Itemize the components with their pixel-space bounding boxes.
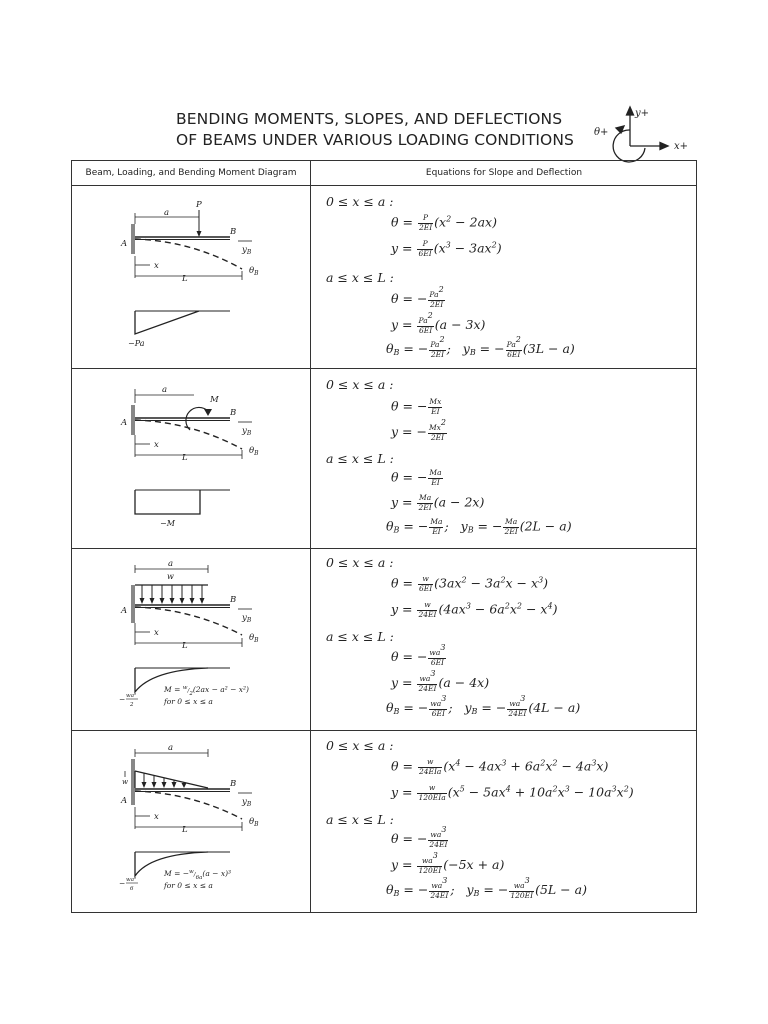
moment-max-numerator: wa² — [126, 877, 137, 883]
slope-equation: θ = $\frac{P}{2EI}$ $(x^2 - 2ax)$ — [391, 213, 497, 232]
page-title — [176, 109, 616, 151]
range-condition: 0 ≤ x ≤ a : — [326, 377, 394, 392]
table-header — [72, 161, 696, 186]
y-axis-label: y+ — [635, 108, 650, 119]
moment-diagram — [135, 490, 200, 514]
range-condition: 0 ≤ x ≤ a : — [326, 738, 394, 753]
load-label-w: w — [122, 778, 128, 786]
end-slope-deflection-equation: $\theta_B$ = − $\frac{wa^3}{6EI}$ ; $y_B$ = − $\frac{wa^3}{24EI}$ (4L − a) — [386, 694, 581, 718]
y-axis-arrowhead — [627, 107, 634, 115]
slope-label: $\theta_B$ — [249, 817, 259, 828]
end-slope-deflection-equation: $\theta_B$ = − $\frac{wa^3}{24EI}$ ; $y_B$ = − $\frac{wa^3}{120EI}$ (5L − a) — [386, 876, 587, 900]
triangular-load-arrowheads — [142, 782, 187, 788]
slope-equation: θ = − $\frac{wa^3}{6EI}$ — [391, 643, 446, 667]
table-row-point-load — [72, 186, 698, 368]
load-label-p: P — [196, 200, 202, 210]
deflection-label: $y_B$ — [242, 613, 252, 624]
beam-diagram-point-load — [72, 186, 310, 368]
distributed-load-arrows — [142, 585, 202, 600]
point-label-b: B — [230, 227, 237, 237]
beam-diagram-triangular-load — [72, 731, 310, 914]
moment-max-numerator: wa² — [126, 693, 137, 699]
range-condition: 0 ≤ x ≤ a : — [326, 194, 394, 209]
triangular-load-edge — [135, 771, 208, 788]
range-condition: 0 ≤ x ≤ a : — [326, 555, 394, 570]
wall-support — [131, 224, 135, 254]
dimension-label-a: a — [168, 743, 174, 753]
dimension-label-a: a — [164, 208, 170, 218]
deflection-label: $y_B$ — [242, 797, 252, 808]
slope-equation: θ = − $\frac{Mx}{EI}$ — [391, 397, 442, 416]
table-row-partial-uniform-load — [72, 549, 698, 730]
slope-label: $\theta_B$ — [249, 266, 259, 277]
moment-label: −Pa — [128, 339, 145, 348]
dimension-label-l: L — [182, 274, 188, 284]
end-slope-deflection-equation: $\theta_B$ = − $\frac{Pa^2}{2EI}$ ; $y_B$ = − $\frac{Pa^2}{6EI}$ (3L − a) — [386, 335, 575, 359]
slope-equation: θ = − $\frac{wa^3}{24EI}$ — [391, 825, 448, 849]
moment-range-label: for 0 ≤ x ≤ a — [164, 881, 213, 890]
point-label-b: B — [230, 779, 237, 789]
dimension-label-x: x — [154, 812, 159, 822]
equations-partial-uniform-load — [311, 549, 696, 730]
wall-support — [131, 405, 135, 435]
load-label-m: M — [210, 395, 219, 405]
beam-diagram-moment-load — [72, 369, 310, 548]
deflection-label: $y_B$ — [242, 245, 252, 256]
dimension-label-l: L — [182, 641, 188, 651]
moment-diagram — [135, 311, 199, 334]
deflection-equation: y = $\frac{Pa^2}{6EI}$ (a − 3x) — [391, 311, 486, 335]
moment-label: −M — [160, 519, 175, 528]
slope-equation: θ = − $\frac{Pa^2}{2EI}$ — [391, 285, 444, 309]
range-condition: a ≤ x ≤ L : — [326, 812, 394, 827]
dimension-label-x: x — [154, 261, 159, 271]
deflection-curve — [135, 420, 242, 449]
slope-equation: θ = − $\frac{Ma}{EI}$ — [391, 468, 442, 487]
moment-max-denominator: 6 — [130, 886, 134, 892]
deflection-equation: y = $\frac{w}{24EI}$ $(4ax^3 - 6a^2x^2 - x^4)$ — [391, 600, 558, 619]
equations-point-load — [311, 186, 696, 368]
point-label-a: A — [121, 606, 128, 616]
deflection-curve — [135, 607, 242, 635]
slope-equation: θ = w 24EIa $(x^4 - 4ax^3 + 6a^2x^2 - 4a^3x)$ — [391, 757, 609, 776]
dimension-label-l: L — [182, 825, 188, 835]
beam-diagram-partial-uniform-load — [72, 549, 310, 730]
dimension-label-a: a — [168, 559, 174, 569]
dimension-label-l: L — [182, 453, 188, 463]
title-line-1: BENDING MOMENTS, SLOPES, AND DEFLECTIONS — [176, 110, 563, 128]
column-header-diagram: Beam, Loading, and Bending Moment Diagram — [85, 168, 297, 178]
equations-triangular-load — [311, 731, 696, 914]
x-axis-arrowhead — [660, 143, 668, 150]
dimension-label-x: x — [154, 628, 159, 638]
deflection-equation: y = $\frac{P}{6EI}$ $(x^3 - 3ax^2)$ — [391, 239, 502, 258]
deflection-curve — [135, 791, 242, 819]
moment-range-label: for 0 ≤ x ≤ a — [164, 697, 213, 706]
deflection-equation: y = w 120EIa $(x^5 - 5ax^4 + 10a^2x^3 - 10a^3x^2)$ — [391, 783, 634, 802]
point-label-a: A — [121, 239, 128, 249]
slope-label: $\theta_B$ — [249, 633, 259, 644]
deflection-curve — [135, 239, 242, 269]
wall-support — [131, 759, 135, 805]
load-label-w: w — [167, 572, 174, 581]
x-axis-label: x+ — [674, 141, 689, 152]
deflection-equation: y = $\frac{wa^3}{120EI}$ (−5x + a) — [391, 851, 505, 875]
end-slope-deflection-equation: $\theta_B$ = − $\frac{Ma}{EI}$ ; $y_B$ = − $\frac{Ma}{2EI}$ (2L − a) — [386, 517, 572, 536]
theta-label: θ+ — [594, 127, 609, 138]
point-label-a: A — [121, 418, 128, 428]
deflection-equation: y = $\frac{Ma}{2EI}$ (a − 2x) — [391, 493, 485, 512]
table-row-moment-load — [72, 369, 698, 548]
moment-max-sign: − — [119, 879, 126, 888]
point-load-arrowhead — [197, 231, 202, 237]
slope-equation: θ = $\frac{w}{6EI}$ $(3ax^2 - 3a^2x - x^3)$ — [391, 574, 549, 593]
wall-support — [131, 585, 135, 623]
moment-max-denominator: 2 — [130, 702, 134, 708]
equations-moment-load — [311, 369, 696, 548]
moment-equation-label: M = $^w_{/2}$(2ax − a² − x²) — [164, 685, 249, 697]
slope-label: $\theta_B$ — [249, 446, 259, 457]
table-row-triangular-load — [72, 731, 698, 914]
theta-arrowhead — [616, 126, 624, 133]
title-line-2: OF BEAMS UNDER VARIOUS LOADING CONDITIONS — [176, 131, 574, 149]
point-label-b: B — [230, 408, 237, 418]
point-label-b: B — [230, 595, 237, 605]
range-condition: a ≤ x ≤ L : — [326, 451, 394, 466]
column-header-equations: Equations for Slope and Deflection — [425, 168, 583, 178]
moment-equation-label: M = −$^w_{/6a}$(a − x)³ — [164, 869, 232, 881]
moment-arrow — [186, 407, 208, 430]
distributed-load-arrowheads — [140, 598, 205, 604]
moment-max-sign: − — [119, 695, 126, 704]
point-label-a: A — [121, 796, 128, 806]
range-condition: a ≤ x ≤ L : — [326, 270, 394, 285]
deflection-equation: y = − $\frac{Mx^2}{2EI}$ — [391, 418, 446, 442]
deflection-equation: y = $\frac{wa^3}{24EI}$ (a − 4x) — [391, 669, 490, 693]
dimension-label-x: x — [154, 440, 159, 450]
range-condition: a ≤ x ≤ L : — [326, 629, 394, 644]
moment-arrowhead — [204, 409, 212, 416]
sign-convention-axes-diagram — [590, 102, 700, 164]
beam-table — [71, 160, 697, 913]
deflection-label: $y_B$ — [242, 426, 252, 437]
dimension-label-a: a — [162, 385, 168, 395]
